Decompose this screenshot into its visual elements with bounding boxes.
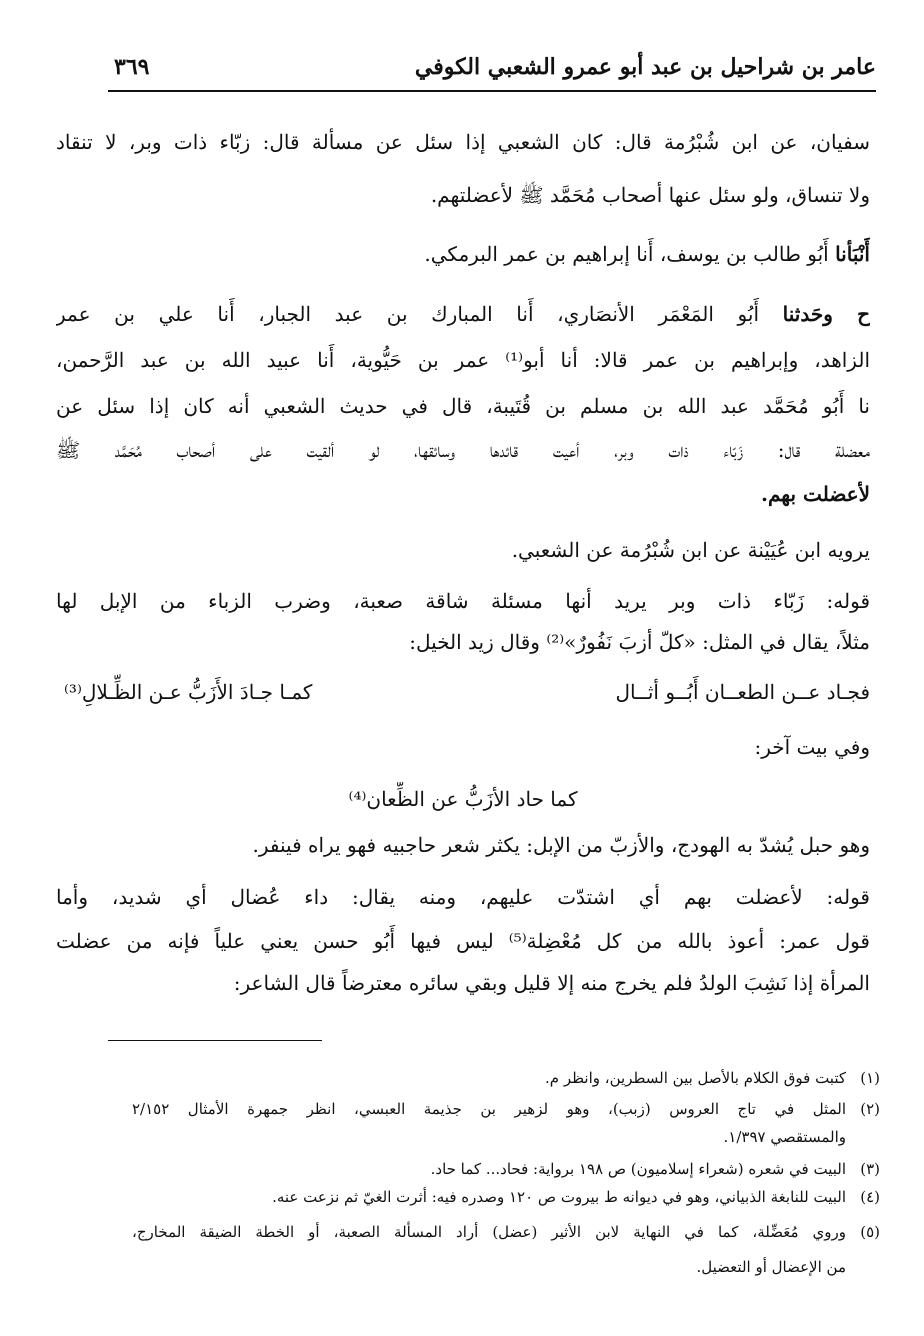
isnad-rest-2: أَبُو المَعْمَر الأنصَاري، أَنا المبارك بن عبد الجبار، أَنا علي بن عمر (56, 302, 783, 326)
footnote-5-line-2: من الإعضال أو التعضيل. (696, 1258, 846, 1276)
body-line-15: وهو حبل يُشدّ به الهودج، والأزبّ من الإبل: يكثر شعر حاجبيه فهو يراه فينفر. (252, 833, 870, 857)
isnad-lead-anbana: أَنْبَأنا (835, 242, 870, 266)
isnad-rest-1: أَبُو طالب بن يوسف، أَنا إبراهيم بن عمر البرمكي. (424, 242, 836, 266)
body-line-8: لأعضلت بهم. (761, 482, 870, 506)
body-line-11: مثلاً، يقال في المثل: «كلّ أزبَ نَفُورٌ»⁽²⁾ وقال زيد الخيل: (409, 630, 870, 654)
footnote-2-line-2: والمستقصي ١/٣٩٧. (723, 1128, 846, 1146)
body-line-6: نا أَبُو مُحَمَّد عبد الله بن مسلم بن قُتَيبة، قال في حديث الشعبي أنه كان إذا سئل عن (56, 394, 870, 418)
header-rule (108, 90, 876, 92)
page-number: ٣٦٩ (114, 54, 150, 80)
footnote-1: كتبت فوق الكلام بالأصل بين السطرين، وانظر م. (545, 1069, 846, 1087)
footnote-4: البيت للنابغة الذبياني، وهو في ديوانه ط بيروت ص ١٢٠ وصدره فيه: أثرت الغيّ ثم نزعت عنه. (272, 1188, 846, 1206)
verse-1-second-hemistich: كمـا جـادَ الأَزَبُّ عـن الظِّـلالِ⁽³⁾ (64, 680, 313, 704)
isnad-line-2 (56, 297, 870, 331)
footnote-5-line-1: وروي مُعَضِّلة، كما في النهاية لابن الأثير (عضل) أراد المسألة الصعبة، أو الخطة الضيقة المخارج، (132, 1223, 846, 1241)
body-line-1: سفيان، عن ابن شُبْرُمة قال: كان الشعبي إذا سئل عن مسألة قال: زبّاء ذات وبر، لا تنقاد (56, 130, 870, 154)
footnote-number-5: (٥) (860, 1223, 880, 1241)
footnote-number-2: (٢) (860, 1100, 880, 1118)
isnad-line-1 (56, 237, 870, 271)
footnote-rule (108, 1040, 322, 1041)
verse-1-first-hemistich: فجـاد عــن الطعــان أَبُــو أثــال (615, 680, 870, 704)
body-line-17: قول عمر: أعوذ بالله من كل مُعْضِلة⁽⁵⁾ ليس فيها أَبُو حسن يعني علياً فإنه من عضلت (56, 929, 870, 953)
footnote-3: البيت في شعره (شعراء إسلاميون) ص ١٩٨ برواية: فحاد... كما حاد. (430, 1160, 846, 1178)
body-line-18: المرأة إذا نَشِبَ الولدُ فلم يخرج منه إلا قليل وبقي سائره معترضاً قال الشاعر: (233, 971, 870, 995)
body-line-5: الزاهد، وإبراهيم بن عمر قالا: أنا أبو⁽¹⁾ عمر بن حَيُّوية، أَنا عبيد الله بن عبد الرَّحمن، (56, 348, 870, 372)
footnote-number-4: (٤) (860, 1188, 880, 1206)
footnote-number-3: (٣) (860, 1160, 880, 1178)
footnote-2-line-1: المثل في تاج العروس (زبب)، وهو لزهير بن جذيمة العبسي، انظر جمهرة الأمثال ٢/١٥٢ (132, 1100, 846, 1118)
body-line-2: ولا تنساق، ولو سئل عنها أصحاب مُحَمَّد ﷺ لأعضلتهم. (430, 183, 870, 207)
body-line-16: قوله: لأعضلت بهم أي اشتدّت عليهم، ومنه يقال: داء عُضال أي شديد، وأما (56, 885, 870, 909)
footnote-number-1: (١) (860, 1069, 880, 1087)
body-line-7: معضلة قال: زَبّاء ذات وبر، أعيت قائدها وسائقها، لو ألقيت على أصحاب مُحَمَّد ﷺ (56, 438, 870, 462)
body-line-9: يرويه ابن عُيَيْنة عن ابن شُبْرُمة عن الشعبي. (511, 538, 870, 562)
isnad-lead-haddathana: ح وحَدثنا (782, 302, 870, 326)
running-title: عامر بن شراحيل بن عبد أبو عمرو الشعبي الكوفي (414, 54, 876, 80)
poem-verse-2: كما حاد الأزَبُّ عن الظِّعان⁽⁴⁾ (348, 787, 578, 811)
running-header (108, 50, 876, 94)
poem-verse-1 (56, 675, 870, 709)
body-line-13: وفي بيت آخر: (754, 735, 870, 759)
body-line-10: قوله: زَبّاء ذات وبر يريد أنها مسئلة شاقة صعبة، وضرب الزباء من الإبل لها (56, 589, 870, 613)
